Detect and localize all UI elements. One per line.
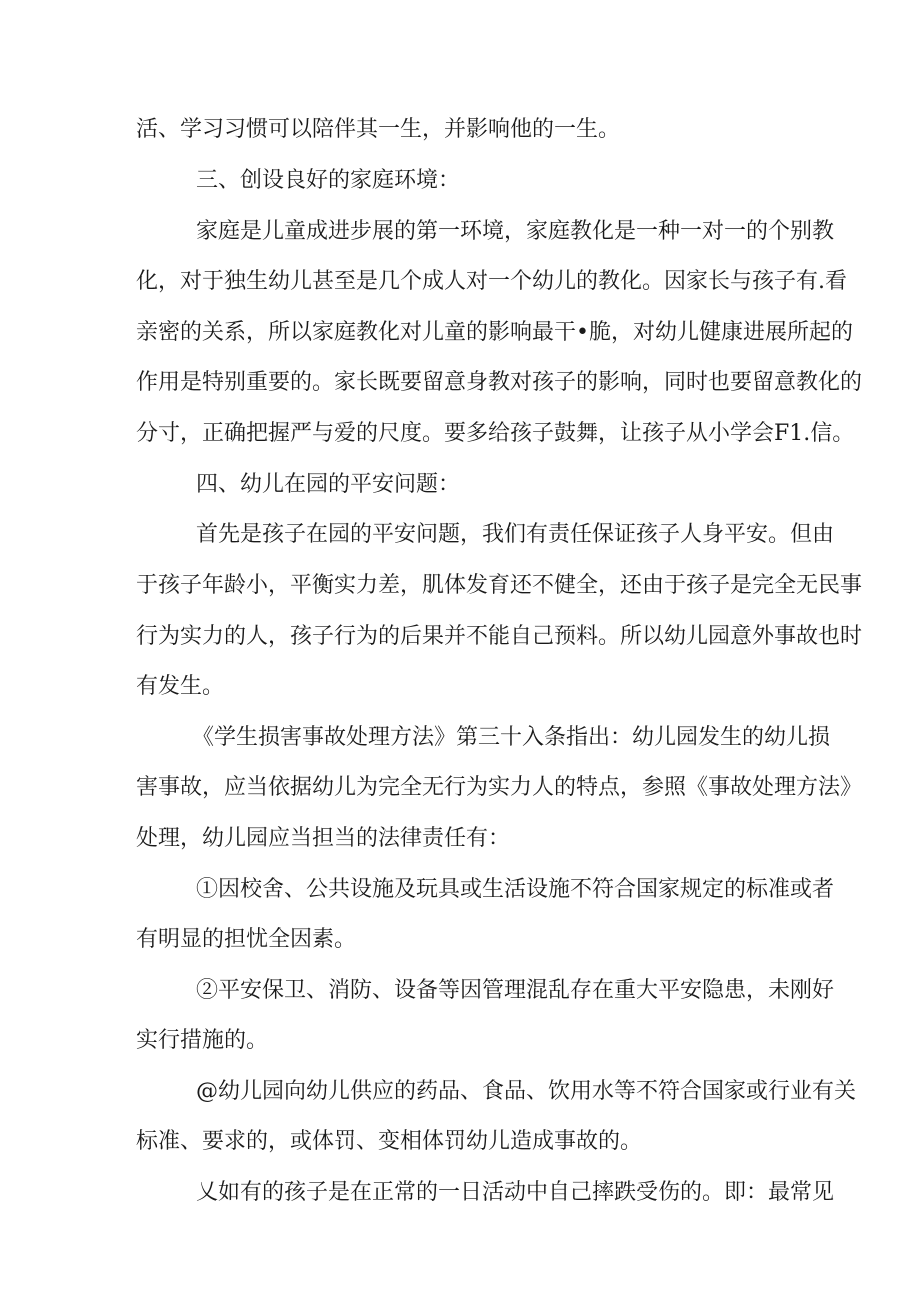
text-line: 有明显的担忧全因素。 [136, 927, 357, 952]
text-line: 首先是孩子在园的平安问题，我们有责任保证孩子人身平安。但由 [196, 522, 835, 547]
list-item: ①因校舍、公共设施及玩具或生活设施不符合国家规定的标准或者 [196, 877, 835, 902]
section-heading: 三、创设良好的家庭环境： [196, 168, 461, 193]
text-line: 害事故，应当依据幼儿为完全无行为实力人的特点，参照《事故处理方法》 [136, 775, 863, 800]
list-item: ②平安保卫、消防、设备等因管理混乱存在重大平安隐患，未刚好 [196, 978, 835, 1003]
text-line: 乂如有的孩子是在正常的一日活动中自己摔跌受伤的。即：最常见 [196, 1180, 835, 1205]
text-line: 作用是特别重要的。家长既要留意身教对孩子的影响，同时也要留意教化的 [136, 370, 863, 395]
text-line: 化，对于独生幼儿甚至是几个成人对一个幼儿的教化。因家长与孩子有.看 [136, 269, 847, 294]
section-heading: 四、幼儿在园的平安问题： [196, 472, 461, 497]
text-line: 有发生。 [136, 674, 225, 699]
text-line: 分寸，正确把握严与爱的尺度。要多给孩子鼓舞，让孩子从小学会F1.信。 [136, 421, 855, 446]
text-line: 行为实力的人，孩子行为的后果并不能自己预料。所以幼儿园意外事故也时 [136, 624, 863, 649]
text-line: 《学生损害事故处理方法》第三十入条指出：幼儿园发生的幼儿损 [192, 725, 831, 750]
text-line: 亲密的关系，所以家庭教化对儿童的影响最干•脆，对幼儿健康进展所起的 [136, 320, 853, 345]
text-line: 标准、要求的，或体罚、变相体罚幼儿造成事故的。 [136, 1129, 643, 1154]
text-line: 家庭是儿童成进步展的第一环境，家庭教化是一种一对一的个别教 [196, 219, 835, 244]
text-line: 实行措施的。 [136, 1028, 269, 1053]
text-line: 处理，幼儿园应当担当的法律责任有： [136, 826, 511, 851]
list-item: @幼儿园向幼儿供应的药品、食品、饮用水等不符合国家或行业有关 [196, 1079, 857, 1104]
text-line: 活、学习习惯可以陪伴其一生，并影响他的一生。 [136, 117, 621, 142]
text-line: 于孩子年龄小，平衡实力差，肌体发育还不健全，还由于孩子是完全无民事 [136, 573, 863, 598]
